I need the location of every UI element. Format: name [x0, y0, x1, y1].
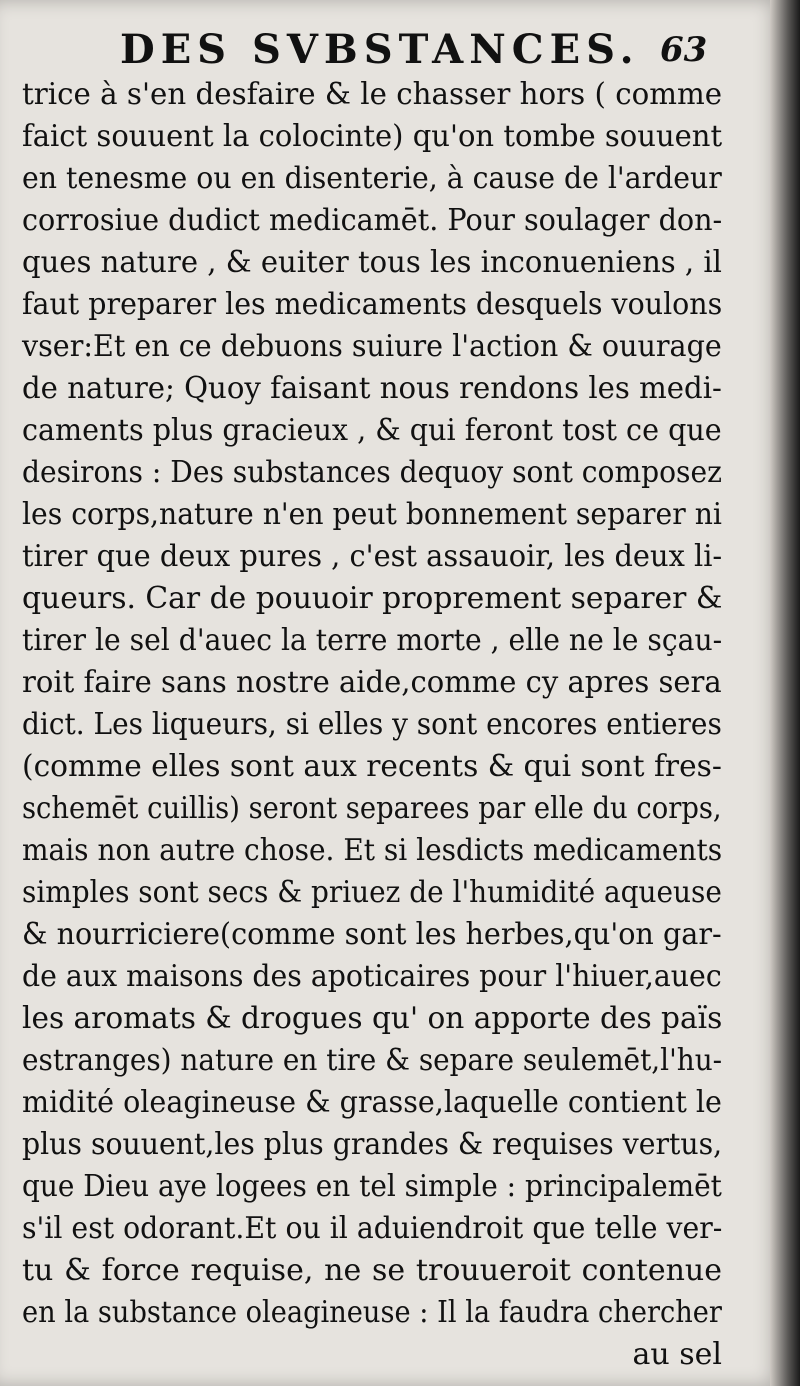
- text-line: estranges) nature en tire & separe seulemēt,l'hu-: [22, 1043, 723, 1078]
- text-line: de nature; Quoy faisant nous rendons les medi-: [22, 371, 722, 406]
- text-line: faict souuent la colocinte) qu'on tombe souuent: [22, 119, 723, 154]
- body-text: [22, 74, 722, 1376]
- text-line: tirer que deux pures , c'est assauoir, les deux li-: [22, 539, 723, 574]
- text-line: les aromats & drogues qu' on apporte des païs: [22, 1001, 723, 1036]
- text-line: simples sont secs & priuez de l'humidité aqueuse: [22, 875, 722, 910]
- text-line: que Dieu aye logees en tel simple : principalemēt: [22, 1169, 722, 1204]
- text-line: dict. Les liqueurs, si elles y sont encores entieres: [22, 707, 722, 742]
- text-line: en la substance oleagineuse : Il la faudra chercher: [22, 1295, 722, 1330]
- text-line: corrosiue dudict medicamēt. Pour soulager don-: [22, 203, 723, 238]
- text-line: ques nature , & euiter tous les inconueniens , il: [22, 245, 722, 280]
- running-head: DES SVBSTANCES.: [120, 26, 640, 73]
- text-line: tirer le sel d'auec la terre morte , elle ne le sçau-: [22, 623, 723, 658]
- text-line: & nourriciere(comme sont les herbes,qu'on gar-: [22, 917, 722, 952]
- text-line: vser:Et en ce debuons suiure l'action & ouurage: [22, 329, 722, 364]
- text-line: faut preparer les medicaments desquels voulons: [22, 287, 723, 322]
- text-line: s'il est odorant.Et ou il aduiendroit que telle ver-: [22, 1211, 723, 1246]
- page-number: 63: [660, 30, 708, 70]
- text-line: mais non autre chose. Et si lesdicts medicaments: [22, 833, 723, 868]
- text-line: (comme elles sont aux recents & qui sont fres-: [22, 749, 722, 784]
- text-line: schemēt cuillis) seront separees par elle du corps,: [22, 791, 722, 826]
- text-line: roit faire sans nostre aide,comme cy apres sera: [22, 665, 722, 700]
- catchword: au sel: [632, 1337, 722, 1372]
- text-line: tu & force requise, ne se trouueroit contenue: [22, 1253, 722, 1288]
- text-line: desirons : Des substances dequoy sont composez: [22, 455, 722, 490]
- text-line: trice à s'en desfaire & le chasser hors ( comme: [22, 77, 723, 112]
- text-line: les corps,nature n'en peut bonnement separer ni: [22, 497, 722, 532]
- text-line: de aux maisons des apoticaires pour l'hiuer,auec: [22, 959, 722, 994]
- page-edge-shadow: [770, 0, 800, 1386]
- text-line: plus souuent,les plus grandes & requises vertus,: [22, 1127, 723, 1162]
- text-line: caments plus gracieux , & qui feront tost ce que: [22, 413, 722, 448]
- text-line: en tenesme ou en disenterie, à cause de l'ardeur: [22, 161, 722, 196]
- text-line: midité oleagineuse & grasse,laquelle contient le: [22, 1085, 722, 1120]
- text-line: queurs. Car de pouuoir proprement separer &: [22, 581, 723, 616]
